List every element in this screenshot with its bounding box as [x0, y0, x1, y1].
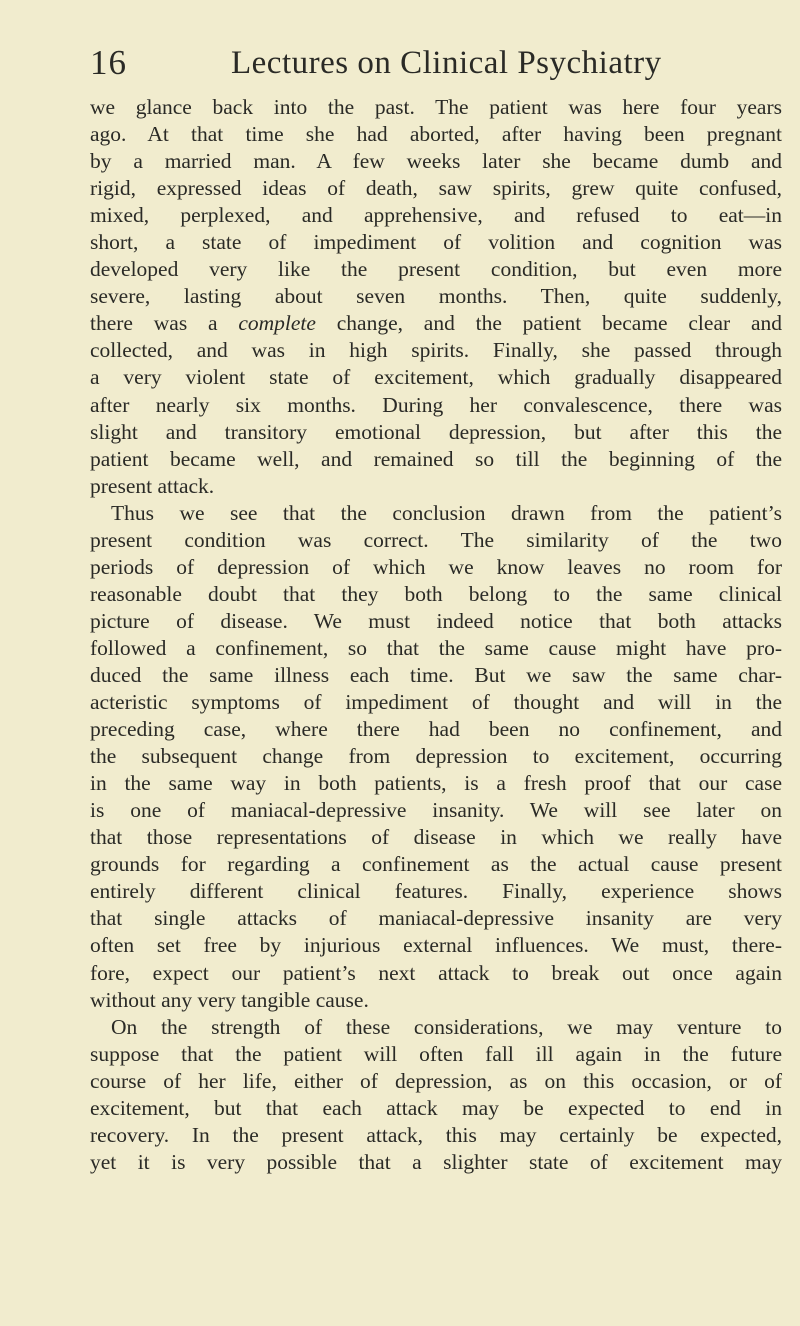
text-segment: there was a [90, 311, 239, 336]
text-line [90, 310, 782, 337]
text-line: duced the same illness each time. But we saw the same char- [90, 662, 782, 687]
text-line: preceding case, where there had been no confinement, and [90, 717, 782, 742]
text-line: mixed, perplexed, and apprehensive, and refused to eat—in [90, 203, 782, 228]
page-header [90, 40, 780, 90]
text-line: entirely different clinical features. Finally, experience shows [90, 879, 782, 904]
running-title: Lectures on Clinical Psychiatry [231, 45, 662, 81]
text-line: patient became well, and remained so till the beginning of the [90, 446, 782, 471]
text-line: severe, lasting about seven months. Then, quite suddenly, [90, 284, 782, 309]
text-line: the subsequent change from depression to excitement, occurring [90, 744, 782, 769]
text-line: we glance back into the past. The patient was here four years [90, 95, 782, 119]
text-line: excitement, but that each attack may be expected to end in [90, 1095, 782, 1120]
text-line: in the same way in both patients, is a fresh proof that our case [90, 771, 782, 796]
text-line: suppose that the patient will often fall ill again in the future [90, 1041, 782, 1066]
text-line: followed a confinement, so that the same cause might have pro- [90, 635, 782, 660]
text-line: without any very tangible cause. [90, 987, 369, 1012]
text-line: that single attacks of maniacal-depressive insanity are very [90, 906, 782, 931]
text-line: slight and transitory emotional depression, but after this the [90, 419, 782, 444]
text-line: short, a state of impediment of volition and cognition was [90, 230, 782, 255]
text-line: after nearly six months. During her convalescence, there was [90, 392, 782, 417]
text-line: yet it is very possible that a slighter state of excitement may [90, 1149, 782, 1174]
text-line: present condition was correct. The similarity of the two [90, 527, 782, 552]
text-line: collected, and was in high spirits. Finally, she passed through [90, 338, 782, 363]
text-line: course of her life, either of depression, as on this occasion, or of [90, 1068, 782, 1093]
text-line: acteristic symptoms of impediment of thought and will in the [90, 690, 782, 715]
text-line: rigid, expressed ideas of death, saw spirits, grew quite confused, [90, 176, 782, 201]
text-line: reasonable doubt that they both belong to the same clinical [90, 581, 782, 606]
text-line: is one of maniacal-depressive insanity. We will see later on [90, 798, 782, 823]
text-line: fore, expect our patient’s next attack to break out once again [90, 960, 782, 985]
text-line: present attack. [90, 473, 215, 498]
italic-emphasis: complete [238, 311, 316, 336]
text-line: developed very like the present condition, but even more [90, 257, 782, 282]
text-line: recovery. In the present attack, this may certainly be expected, [90, 1122, 782, 1147]
text-line: often set free by injurious external influences. We must, there- [90, 933, 782, 958]
text-segment: change, and the patient became clear and [315, 311, 782, 336]
text-line: Thus we see that the conclusion drawn from the patient’s [111, 500, 782, 525]
body-text [90, 94, 782, 1176]
text-line: periods of depression of which we know leaves no room for [90, 554, 782, 579]
page-number: 16 [90, 43, 127, 82]
text-line: On the strength of these considerations, we may venture to [111, 1014, 782, 1039]
text-line: ago. At that time she had aborted, after having been pregnant [90, 122, 782, 147]
text-line: a very violent state of excitement, which gradually disappeared [90, 365, 782, 390]
text-line: picture of disease. We must indeed notice that both attacks [90, 608, 782, 633]
text-line: by a married man. A few weeks later she became dumb and [90, 149, 782, 174]
text-line: that those representations of disease in which we really have [90, 825, 782, 850]
text-line: grounds for regarding a confinement as the actual cause present [90, 852, 782, 877]
